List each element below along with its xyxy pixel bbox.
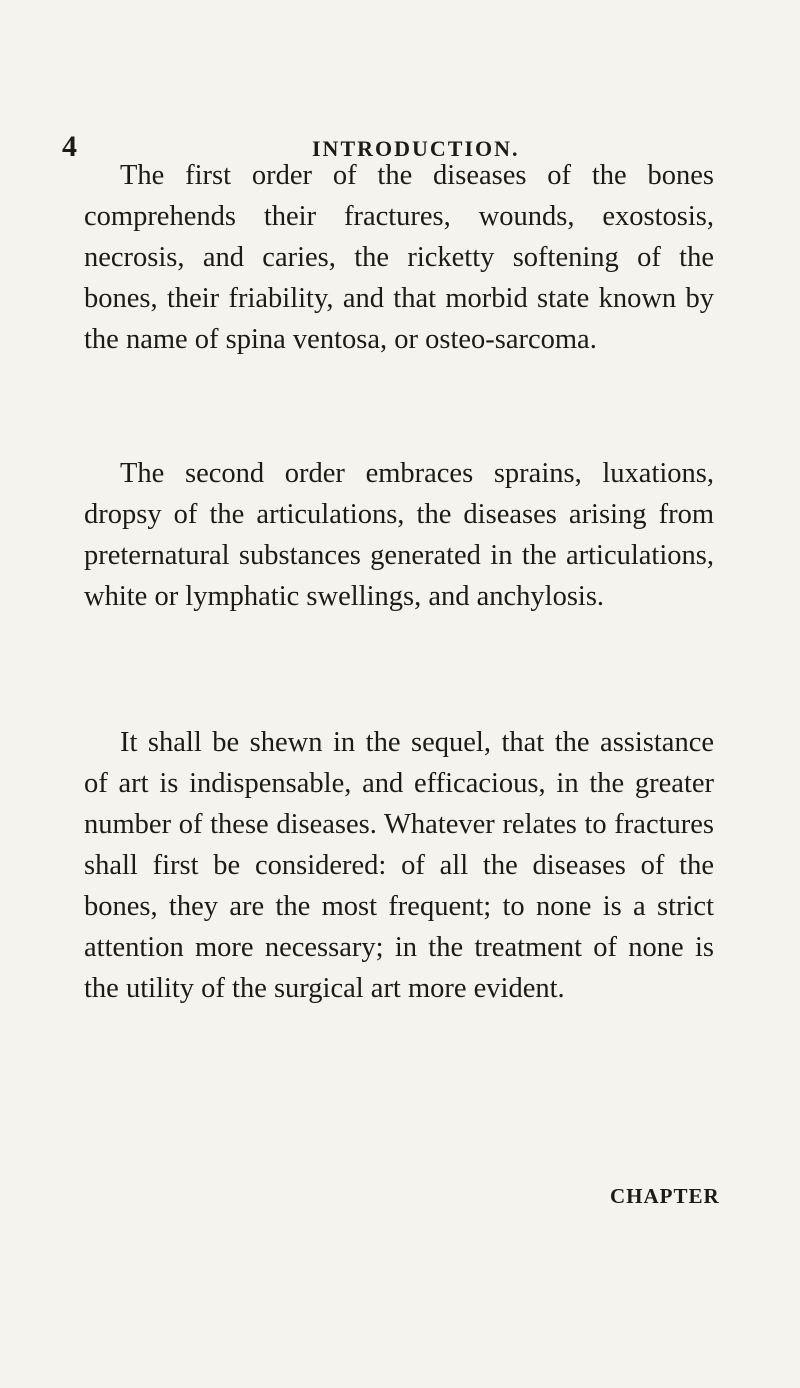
paragraph-sequel xyxy=(84,722,714,1009)
page-number: 4 xyxy=(62,130,77,163)
paragraph-text: It shall be shewn in the sequel, that the assistance of art is indispensable, and efficacious, in the greater number of these diseases. Whatever relates to fractures shall first be considered: of all the diseases of the bones, they are the most frequent; to none is a strict attention more necessary; in the treatment of none is the utility of the surgical art more evident. xyxy=(84,727,714,1004)
running-head: INTRODUCTION. xyxy=(312,136,520,161)
paragraph-second-order xyxy=(84,453,714,617)
paragraph-first-order xyxy=(84,155,714,360)
paragraph-text: The first order of the diseases of the bones comprehends their fractures, wounds, exostosis, necrosis, and caries, the ricketty softening of the bones, their friability, and that morbid state known by the name of spina ventosa, or osteo-sarcoma. xyxy=(84,160,714,355)
catchword: CHAPTER xyxy=(610,1184,720,1208)
paragraph-text: The second order embraces sprains, luxations, dropsy of the articulations, the diseases arising from preternatural substances generated in the articulations, white or lymphatic swellings, and anchylosis. xyxy=(84,458,714,612)
